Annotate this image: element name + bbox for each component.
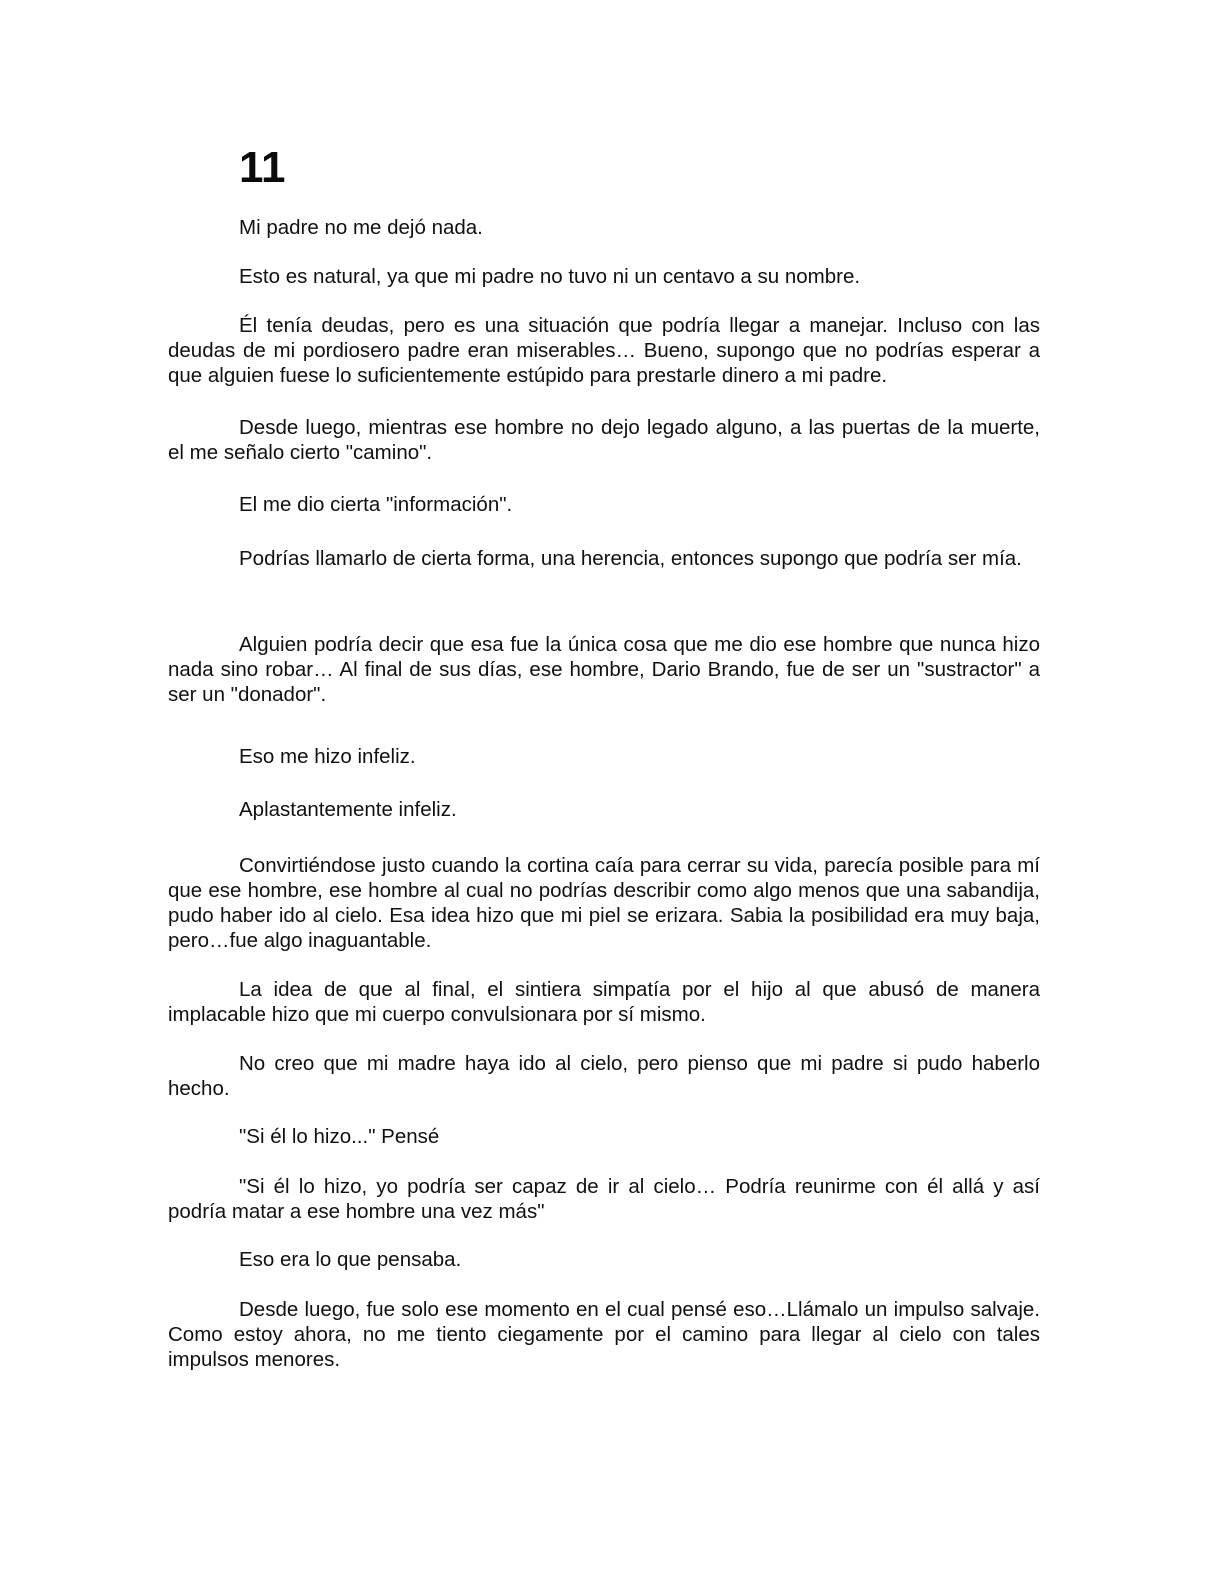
paragraph: "Si él lo hizo..." Pensé [239,1125,440,1148]
paragraph: "Si él lo hizo, yo podría ser capaz de ir al cielo… Podría reunirme con él allá y así podría matar a ese hombre una vez más" [168,1175,1040,1223]
paragraph: No creo que mi madre haya ido al cielo, pero pienso que mi padre si pudo haberlo hecho. [168,1052,1040,1100]
paragraph: Desde luego, mientras ese hombre no dejo legado alguno, a las puertas de la muerte, el me señalo cierto "camino". [168,416,1040,464]
paragraph: Convirtiéndose justo cuando la cortina caía para cerrar su vida, parecía posible para mí que ese hombre, ese hombre al cual no podrías describir como algo menos que una sabandija, pudo haber ido al cielo. Esa idea hizo que mi piel se erizara. Sabia la posibilidad era muy baja, pero…fue algo inaguantable. [168,854,1040,952]
paragraph: Mi padre no me dejó nada. [239,216,483,239]
paragraph: Desde luego, fue solo ese momento en el cual pensé eso…Llámalo un impulso salvaje. Como estoy ahora, no me tiento ciegamente por el camino para llegar al cielo con tales impulsos menores. [168,1298,1040,1371]
paragraph: El me dio cierta "información". [239,493,513,516]
paragraph: Aplastantemente infeliz. [239,798,457,821]
paragraph: La idea de que al final, el sintiera simpatía por el hijo al que abusó de manera implacable hizo que mi cuerpo convulsionara por sí mismo. [168,978,1040,1026]
paragraph: Esto es natural, ya que mi padre no tuvo ni un centavo a su nombre. [239,265,861,288]
chapter-number: 11 [239,143,286,192]
paragraph: Eso era lo que pensaba. [239,1248,462,1271]
paragraph: Eso me hizo infeliz. [239,745,416,768]
paragraph: Alguien podría decir que esa fue la única cosa que me dio ese hombre que nunca hizo nada sino robar… Al final de sus días, ese hombre, Dario Brando, fue de ser un "sustractor" a ser un "donador". [168,633,1040,706]
paragraph: Podrías llamarlo de cierta forma, una herencia, entonces supongo que podría ser mía. [239,547,1022,570]
paragraph: Él tenía deudas, pero es una situación que podría llegar a manejar. Incluso con las deudas de mi pordiosero padre eran miserables… Bueno, supongo que no podrías esperar a que alguien fuese lo suficientemente estúpido para prestarle dinero a mi padre. [168,314,1040,387]
